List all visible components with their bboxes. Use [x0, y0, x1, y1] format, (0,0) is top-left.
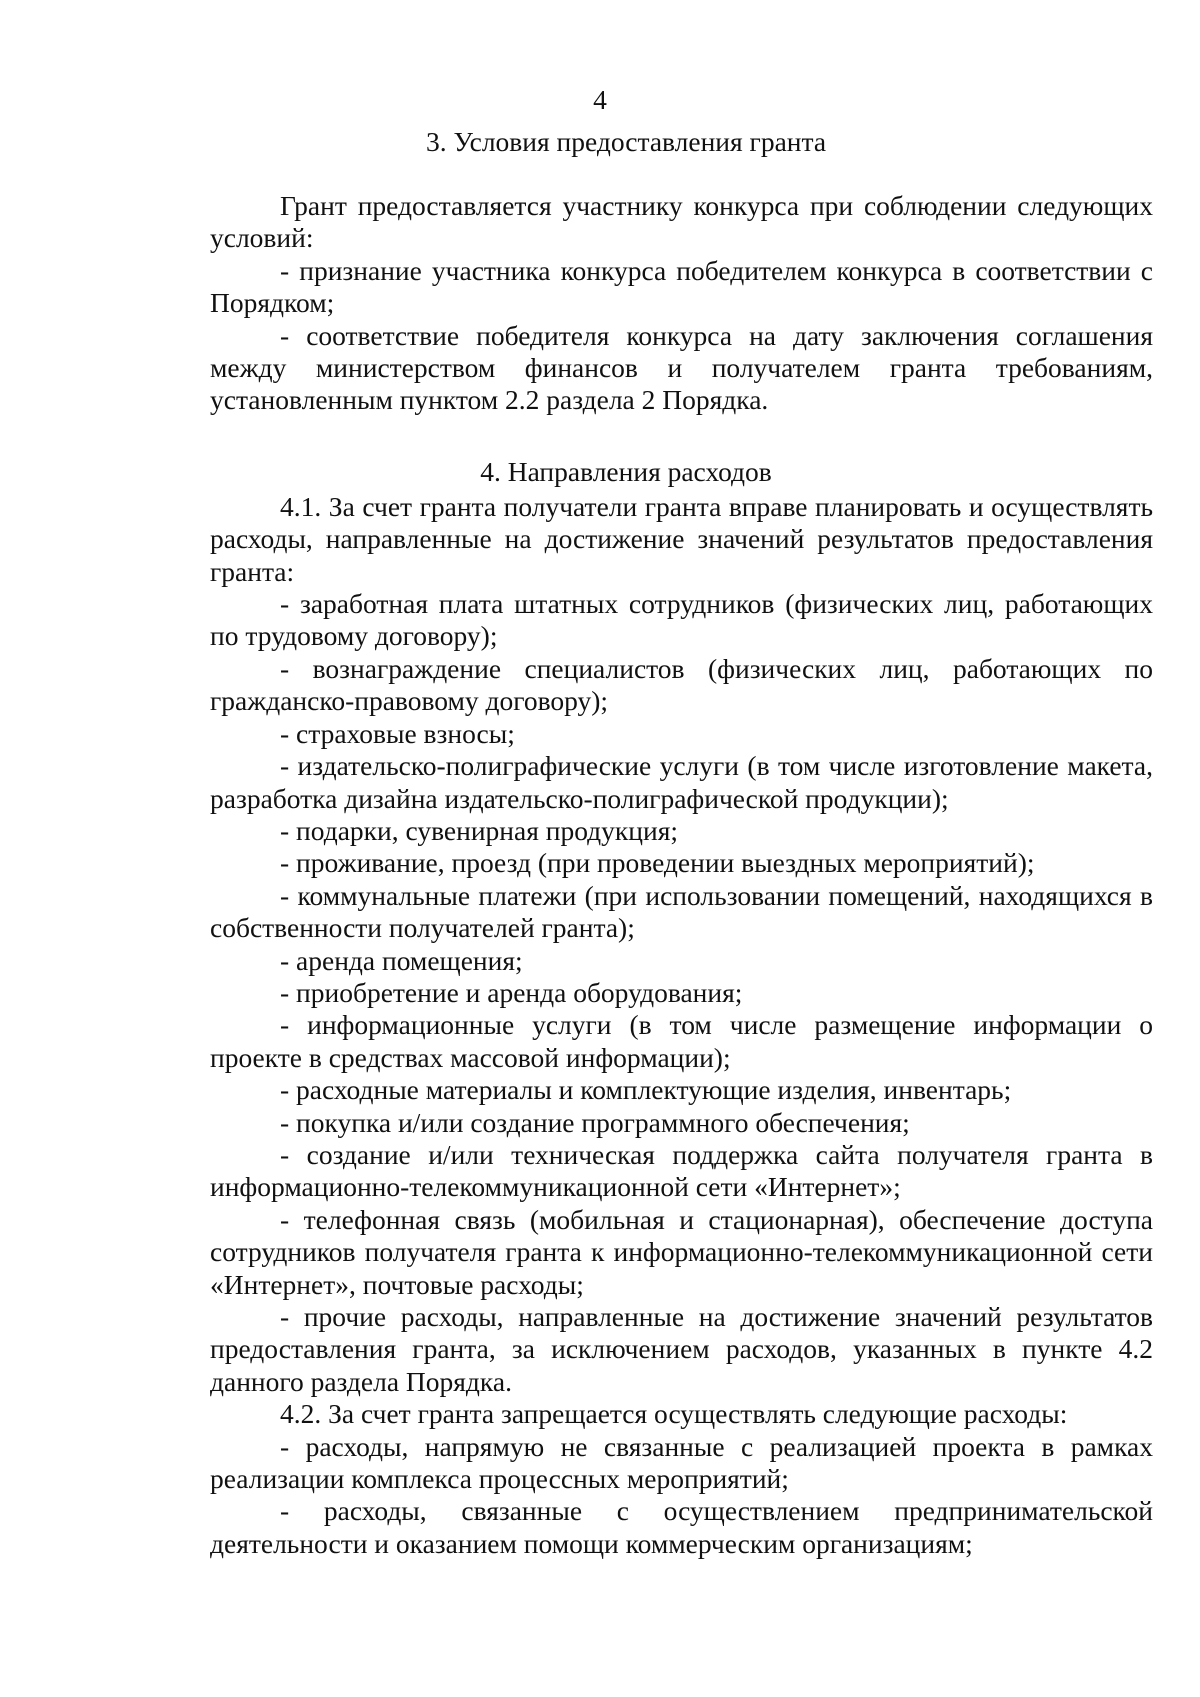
section-4-heading — [0, 456, 1200, 488]
list-item: - информационные услуги (в том числе размещение информации о проекте в средствах массовой информации); — [210, 1009, 1153, 1073]
list-item: - признание участника конкурса победителем конкурса в соответствии с Порядком; — [210, 254, 1153, 319]
list-item: - расходные материалы и комплектующие изделия, инвентарь; — [280, 1074, 1012, 1106]
paragraph: Грант предоставляется участнику конкурса при соблюдении следующих условий: — [210, 190, 1153, 254]
list-item: - создание и/или техническая поддержка сайта получателя гранта в информационно-телекоммуникационной сети «Интернет»; — [210, 1138, 1153, 1203]
list-item: - коммунальные платежи (при использовании помещений, находящихся в собственности получателей гранта); — [210, 879, 1153, 944]
list-item: - издательско-полиграфические услуги (в том числе изготовление макета, разработка дизайна издательско-полиграфической продукции); — [210, 750, 1153, 814]
section-4-heading-text: 4. Направления расходов — [480, 456, 772, 487]
list-item: - расходы, связанные с осуществлением предпринимательской деятельности и оказанием помощи коммерческим организациям; — [210, 1495, 1153, 1559]
section-3-heading-text: 3. Условия предоставления гранта — [425, 126, 827, 157]
list-item: - заработная плата штатных сотрудников (физических лиц, работающих по трудовому договору); — [210, 588, 1153, 652]
list-item: - аренда помещения; — [280, 944, 523, 976]
list-item: - вознаграждение специалистов (физических лиц, работающих по гражданско-правовому договору); — [210, 652, 1153, 717]
paragraph: 4.2. За счет гранта запрещается осуществлять следующие расходы: — [280, 1398, 1068, 1430]
document-body — [210, 190, 1153, 1560]
list-item: - подарки, сувенирная продукция; — [280, 814, 678, 846]
list-item: - прочие расходы, направленные на достижение значений результатов предоставления гранта, за исключением расходов, указанных в пункте 4.2 данного раздела Порядка. — [210, 1301, 1153, 1397]
paragraph: 4.1. За счет гранта получатели гранта вправе планировать и осуществлять расходы, направленные на достижение значений результатов предоставления гранта: — [210, 490, 1153, 587]
list-item: - расходы, напрямую не связанные с реализацией проекта в рамках реализации комплекса процессных мероприятий; — [210, 1430, 1153, 1495]
list-item: - приобретение и аренда оборудования; — [280, 976, 743, 1008]
list-item: - проживание, проезд (при проведении выездных мероприятий); — [280, 847, 1035, 879]
list-item: - соответствие победителя конкурса на дату заключения соглашения между министерством финансов и получателем гранта требованиям, установленным пунктом 2.2 раздела 2 Порядка. — [210, 319, 1153, 416]
section-3-heading — [0, 126, 1200, 158]
list-item: - страховые взносы; — [280, 717, 515, 749]
page-number: 4 — [593, 84, 607, 115]
list-item: - телефонная связь (мобильная и стационарная), обеспечение доступа сотрудников получателя гранта к информационно-телекоммуникационной сети «Интернет», почтовые расходы; — [210, 1203, 1153, 1300]
list-item: - покупка и/или создание программного обеспечения; — [280, 1106, 910, 1138]
